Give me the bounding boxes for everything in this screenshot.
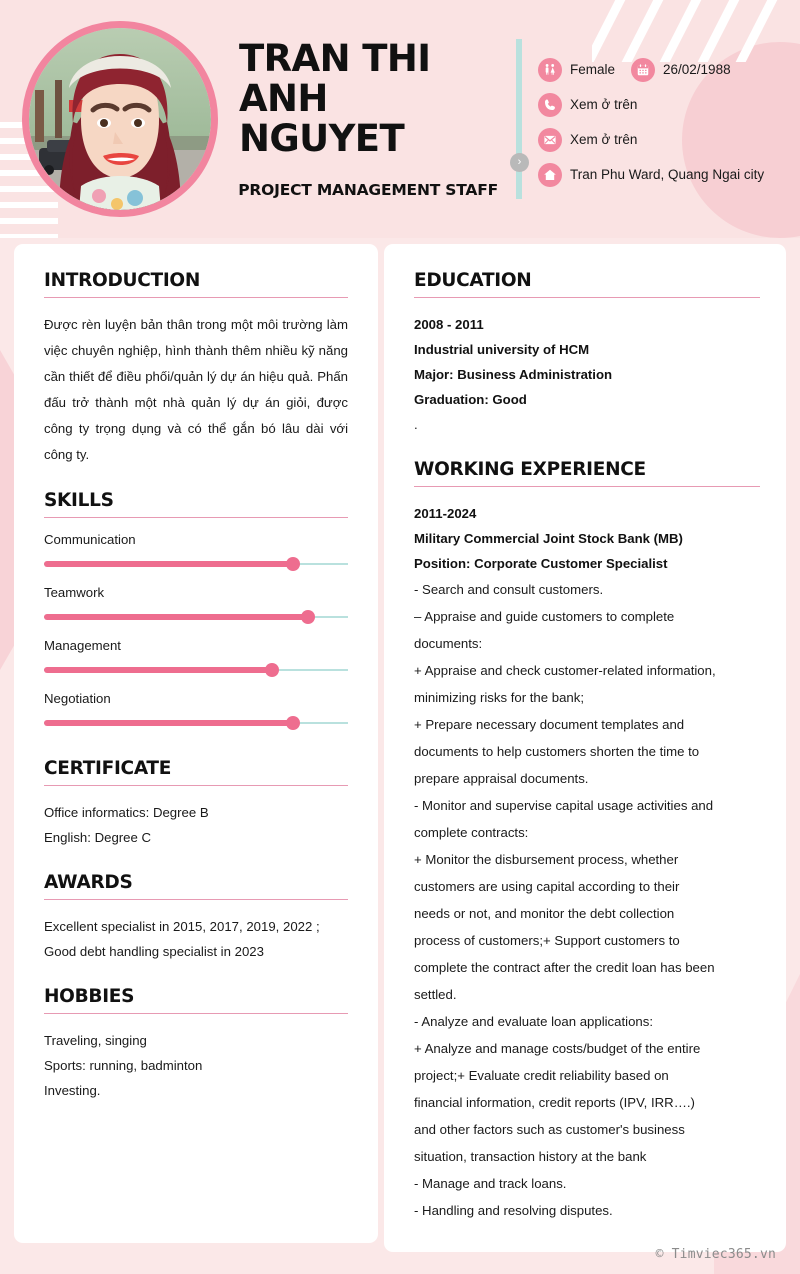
section-title-hobbies: HOBBIES — [44, 986, 135, 1007]
slider-fill — [44, 561, 293, 567]
certificate-line: English: Degree C — [44, 830, 152, 845]
slider-knob[interactable] — [286, 557, 300, 571]
skill-slider[interactable] — [44, 664, 348, 676]
skill-item — [44, 691, 348, 729]
experience-detail-line: - Handling and resolving disputes. — [414, 1203, 613, 1218]
skill-item — [44, 532, 348, 570]
skill-label: Communication — [44, 532, 136, 547]
section-rule — [44, 297, 348, 298]
job-title: PROJECT MANAGEMENT STAFF — [238, 180, 498, 199]
section-title-skills: SKILLS — [44, 490, 114, 511]
education-line: Industrial university of HCM — [414, 342, 590, 357]
hobby-line: Investing. — [44, 1083, 101, 1098]
experience-detail-line: complete contracts: — [414, 825, 529, 840]
slider-knob[interactable] — [301, 610, 315, 624]
experience-detail-line: – Appraise and guide customers to complete — [414, 609, 675, 624]
email-icon — [538, 128, 562, 152]
spacer — [44, 744, 348, 758]
education-list — [414, 312, 760, 412]
experience-detail-line: documents: — [414, 636, 483, 651]
education-trailing: . — [414, 417, 418, 432]
section-rule — [414, 486, 760, 487]
experience-detail-line: needs or not, and monitor the debt collection — [414, 906, 675, 921]
experience-heading-line: Position: Corporate Customer Specialist — [414, 556, 668, 571]
certificate-line: Office informatics: Degree B — [44, 805, 209, 820]
award-line: Excellent specialist in 2015, 2017, 2019, 2022 ; — [44, 919, 320, 934]
skill-label: Teamwork — [44, 585, 105, 600]
experience-detail-line: - Monitor and supervise capital usage activities and — [414, 798, 714, 813]
resume-header — [0, 0, 800, 238]
calendar-icon — [631, 58, 655, 82]
experience-detail-line: + Prepare necessary document templates and — [414, 717, 685, 732]
contact-address — [538, 163, 764, 187]
phone-icon — [538, 93, 562, 117]
slider-fill — [44, 667, 272, 673]
spacer — [44, 468, 348, 490]
spacer — [414, 437, 760, 459]
slider-fill — [44, 614, 308, 620]
contact-row — [538, 52, 800, 87]
home-icon — [538, 163, 562, 187]
experience-detail-line: prepare appraisal documents. — [414, 771, 589, 786]
header-divider — [512, 39, 526, 199]
contact-info — [538, 46, 800, 192]
skill-slider[interactable] — [44, 611, 348, 623]
experience-heading-line: Military Commercial Joint Stock Bank (MB) — [414, 531, 683, 546]
certificate-list — [44, 800, 348, 850]
gender-icon — [538, 58, 562, 82]
skill-slider[interactable] — [44, 717, 348, 729]
section-title-awards: AWARDS — [44, 872, 133, 893]
skill-item — [44, 638, 348, 676]
experience-detail-line: customers are using capital according to their — [414, 879, 680, 894]
contact-row — [538, 157, 800, 192]
name-block — [234, 39, 504, 199]
experience-detail-line: project;+ Evaluate credit reliability based on — [414, 1068, 669, 1083]
spacer — [44, 850, 348, 872]
section-rule — [44, 899, 348, 900]
education-line: Major: Business Administration — [414, 367, 613, 382]
slider-knob[interactable] — [286, 716, 300, 730]
section-rule — [414, 297, 760, 298]
section-rule — [44, 1013, 348, 1014]
contact-birthdate-label: 26/02/1988 — [663, 62, 731, 77]
skill-label: Management — [44, 638, 121, 653]
hobby-line: Sports: running, badminton — [44, 1058, 203, 1073]
contact-email-label: Xem ở trên — [570, 132, 638, 147]
experience-detail-line: - Search and consult customers. — [414, 582, 604, 597]
section-title-certificate: CERTIFICATE — [44, 758, 172, 779]
introduction-text: Được rèn luyện bản thân trong một môi trường làm việc chuyên nghiệp, hình thành thêm nhiều kỹ năng cần thiết để điều phối/quản lý dự án hiệu quả. Phấn đấu trở thành một nhà quản lý dự án giỏi, được công ty trọng dụng và có thể gắn bó lâu dài với công ty. — [44, 317, 348, 462]
candidate-name: TRAN THI ANH NGUYET — [239, 37, 431, 160]
section-title-introduction: INTRODUCTION — [44, 270, 201, 291]
experience-detail-line: + Analyze and manage costs/budget of the entire — [414, 1041, 701, 1056]
divider-bar — [516, 39, 522, 199]
contact-email — [538, 128, 637, 152]
section-rule — [44, 517, 348, 518]
awards-list — [44, 914, 348, 964]
slider-knob[interactable] — [265, 663, 279, 677]
skill-label: Negotiation — [44, 691, 111, 706]
education-line: 2008 - 2011 — [414, 317, 484, 332]
contact-phone — [538, 93, 637, 117]
avatar-portrait-illustration — [29, 28, 211, 210]
avatar-image — [29, 28, 211, 210]
contact-phone-label: Xem ở trên — [570, 97, 638, 112]
slider-fill — [44, 720, 293, 726]
skill-slider[interactable] — [44, 558, 348, 570]
right-column-card — [384, 244, 786, 1252]
experience-detail-line: and other factors such as customer's business — [414, 1122, 685, 1137]
contact-birthdate — [631, 58, 731, 82]
left-column-card — [14, 244, 378, 1243]
experience-detail-line: process of customers;+ Support customers to — [414, 933, 680, 948]
hobby-line: Traveling, singing — [44, 1033, 147, 1048]
contact-gender — [538, 58, 615, 82]
section-rule — [44, 785, 348, 786]
experience-heading — [414, 501, 760, 576]
footer-watermark: © Timviec365.vn — [655, 1247, 776, 1262]
skill-item — [44, 585, 348, 623]
experience-detail-line: + Appraise and check customer-related information, — [414, 663, 716, 678]
experience-detail-line: complete the contract after the credit loan has been — [414, 960, 715, 975]
section-title-education: EDUCATION — [414, 270, 532, 291]
experience-detail-line: - Analyze and evaluate loan applications: — [414, 1014, 654, 1029]
experience-heading-line: 2011-2024 — [414, 506, 477, 521]
experience-detail-line: minimizing risks for the bank; — [414, 690, 585, 705]
contact-row — [538, 122, 800, 157]
skills-list — [44, 532, 348, 729]
contact-gender-label: Female — [570, 62, 616, 77]
chevron-right-icon: › — [510, 153, 529, 172]
contact-row — [538, 87, 800, 122]
experience-detail-line: - Manage and track loans. — [414, 1176, 567, 1191]
experience-detail-line: situation, transaction history at the bank — [414, 1149, 647, 1164]
contact-address-label: Tran Phu Ward, Quang Ngai city — [570, 167, 765, 182]
experience-detail-line: documents to help customers shorten the time to — [414, 744, 700, 759]
spacer — [44, 964, 348, 986]
experience-detail-line: financial information, credit reports (IPV, IRR….) — [414, 1095, 695, 1110]
hobbies-list — [44, 1028, 348, 1103]
avatar — [22, 21, 218, 217]
award-line: Good debt handling specialist in 2023 — [44, 944, 264, 959]
education-line: Graduation: Good — [414, 392, 527, 407]
section-title-working-experience: WORKING EXPERIENCE — [414, 459, 646, 480]
experience-detail-line: settled. — [414, 987, 457, 1002]
experience-details — [414, 576, 760, 1224]
experience-detail-line: + Monitor the disbursement process, whether — [414, 852, 679, 867]
